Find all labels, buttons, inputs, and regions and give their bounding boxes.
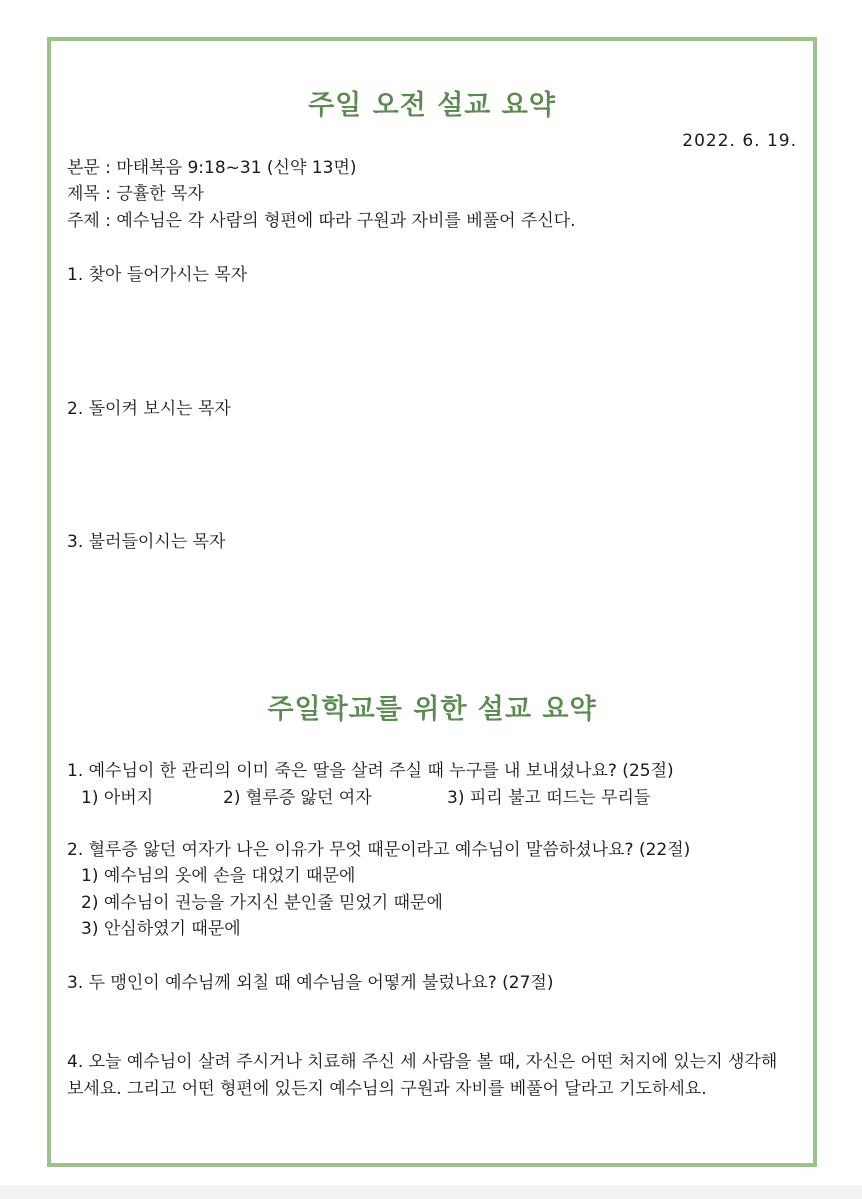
sermon-subject: 제목 : 긍휼한 목자 bbox=[67, 184, 204, 204]
q1-option-1: 1) 아버지 bbox=[81, 788, 154, 808]
bottom-bar bbox=[0, 1185, 862, 1199]
question-3: 3. 두 맹인이 예수님께 외칠 때 예수님을 어떻게 불렀나요? (27절) bbox=[67, 973, 554, 993]
sermon-theme: 주제 : 예수님은 각 사람의 형편에 따라 구원과 자비를 베풀어 주신다. bbox=[67, 211, 576, 231]
question-1-options bbox=[81, 787, 650, 809]
q1-option-3: 3) 피리 불고 떠드는 무리들 bbox=[447, 788, 651, 808]
question-2: 2. 혈루증 앓던 여자가 나은 이유가 무엇 때문이라고 예수님이 말씀하셨나요? (22절) bbox=[67, 840, 691, 860]
sermon-summary-title: 주일 오전 설교 요약 bbox=[308, 90, 556, 121]
q2-option-3: 3) 안심하였기 때문에 bbox=[81, 919, 241, 939]
point-1: 1. 찾아 들어가시는 목자 bbox=[67, 265, 248, 285]
sunday-school-title: 주일학교를 위한 설교 요약 bbox=[267, 694, 597, 725]
q1-option-2: 2) 혈루증 앓던 여자 bbox=[223, 788, 372, 808]
question-4: 4. 오늘 예수님이 살려 주시거나 치료해 주신 세 사람을 볼 때, 자신은 어떤 처지에 있는지 생각해 보세요. 그리고 어떤 형편에 있든지 예수님의 구원과 자비를 베풀어 달라고 기도하세요. bbox=[67, 1052, 778, 1099]
question-1: 1. 예수님이 한 관리의 이미 죽은 딸을 살려 주실 때 누구를 내 보내셨나요? (25절) bbox=[67, 761, 674, 781]
date: 2022. 6. 19. bbox=[682, 131, 797, 151]
scripture-text: 본문 : 마태복음 9:18~31 (신약 13면) bbox=[67, 158, 357, 178]
point-3: 3. 불러들이시는 목자 bbox=[67, 532, 226, 552]
q2-option-2: 2) 예수님이 권능을 가지신 분인줄 믿었기 때문에 bbox=[81, 893, 443, 913]
point-2: 2. 돌이켜 보시는 목자 bbox=[67, 399, 231, 419]
q2-option-1: 1) 예수님의 옷에 손을 대었기 때문에 bbox=[81, 866, 356, 886]
document-page bbox=[47, 37, 817, 1167]
